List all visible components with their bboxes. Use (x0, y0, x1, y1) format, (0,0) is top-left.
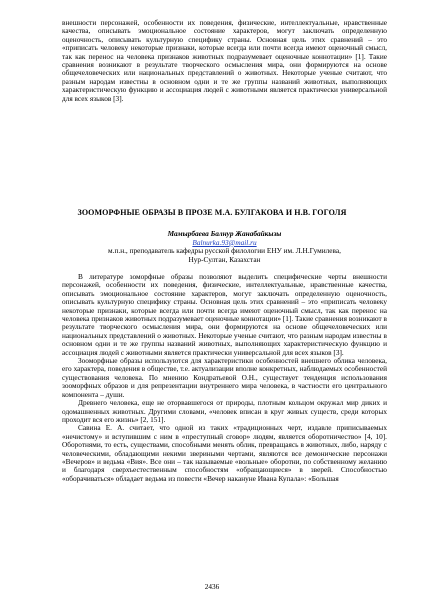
article-title: ЗООМОРФНЫЕ ОБРАЗЫ В ПРОЗЕ М.А. БУЛГАКОВА И Н.В. ГОГОЛЯ (77, 208, 347, 217)
author-city: Нур-Султан, Казахстан (188, 254, 261, 264)
body-paragraph: В литературе зоморфные образы позволяют выделить специфические черты внешности персонажей, особенности их поведения, физические, интеллектуальные, нравственные качества, описывать эмоциональное состояние характеров, могут заключать определенную оценочность, описывать культурную специфику страны. Основная цель этих сравнений – это «приписать человеку некоторые признаки, которые всегда или почти всегда имеют оценочный смысл, так как перенос на человека признаков животных подразумевает оценочные коннотации» [1]. Такие сравнения возникают в результате творческого осмысления мира, они формируются на основе общечеловеческих или национальных представлений о животных. Некоторые ученые считают, что разным народам известны в основном одни и те же группы названий животных, выполняющих характеристическую функцию и ассоциация людей с животными является практически универсальной для всех языков [3]. (62, 272, 387, 357)
author-block (62, 230, 387, 264)
article-body (62, 273, 387, 483)
top-paragraph: внешности персонажей, особенности их поведения, физические, интеллектуальные, нравственные качества, описывать эмоциональное состояние характеров, могут заключать определенную оценочность, описывать культурную специфику страны. Основная цель этих сравнений – это «приписать человеку некоторые признаки, которые всегда или почти всегда имеют оценочный смысл, так как перенос на человека признаков животных подразумевает оценочные коннотации» [1]. Такие сравнения возникают в результате творческого осмысления мира, они формируются на основе общечеловеческих или национальных представлений о животных. Некоторые ученые считают, что разным народам известны в основном одни и те же группы названий животных, выполняющих характеристическую функцию и ассоциация людей с животными является практически универсальной для всех языков [3]. (62, 18, 387, 103)
author-position: м.п.н., преподаватель кафедры русской филологии ЕНУ им. Л.Н.Гумилева, (108, 246, 341, 256)
body-paragraph: Савина Е. А. считает, что одной из таких «традиционных черт, издавле приписываемых «нечистому» и вступившим с ним в «преступный сговор» людям, является оборотничество» [4, 10]. Оборотнями, то есть, существами, способными менять облик, превращаясь в животных, либо, наряду с человеческими, обладающими некими звериными чертами, являются все демонические персонажи «Вечеров» и ведьма «Вия». Все они – так называемые «вольные» оборотни, по собственному желанию и благодаря сверхъестественным способностям «обращающиеся» в зверей. Способностью «оборачиваться» обладает ведьма из повести «Вечер накануне Ивана Купала»: «Большая (62, 423, 387, 483)
author-name: Мамырбаева Балнур Жанабайкызы (167, 229, 282, 238)
body-paragraph: Древнего человека, еще не оторвавшегося от природы, плотным кольцом окружал мир диких и одомашненных животных. Другими словами, «человек вписан в круг живых существ, среди которых проходит вся его жизнь» [2, 151]. (62, 398, 387, 424)
page-number: 2436 (204, 582, 220, 591)
author-email[interactable]: Balnurka.93@mail.ru (192, 237, 257, 247)
body-paragraph: Зооморфные образы используются для характеристики особенностей внешнего облика человека, его характера, поведения в обществе, т.е. актуализации вполне конкретных, наблюдаемых особенностей существования человека. По мнению Кондратьевой О.Н., существует тенденция использования зооморфных образов и для репрезентации внутреннего мира человека, в частности его центрального компонента – души. (62, 356, 387, 399)
